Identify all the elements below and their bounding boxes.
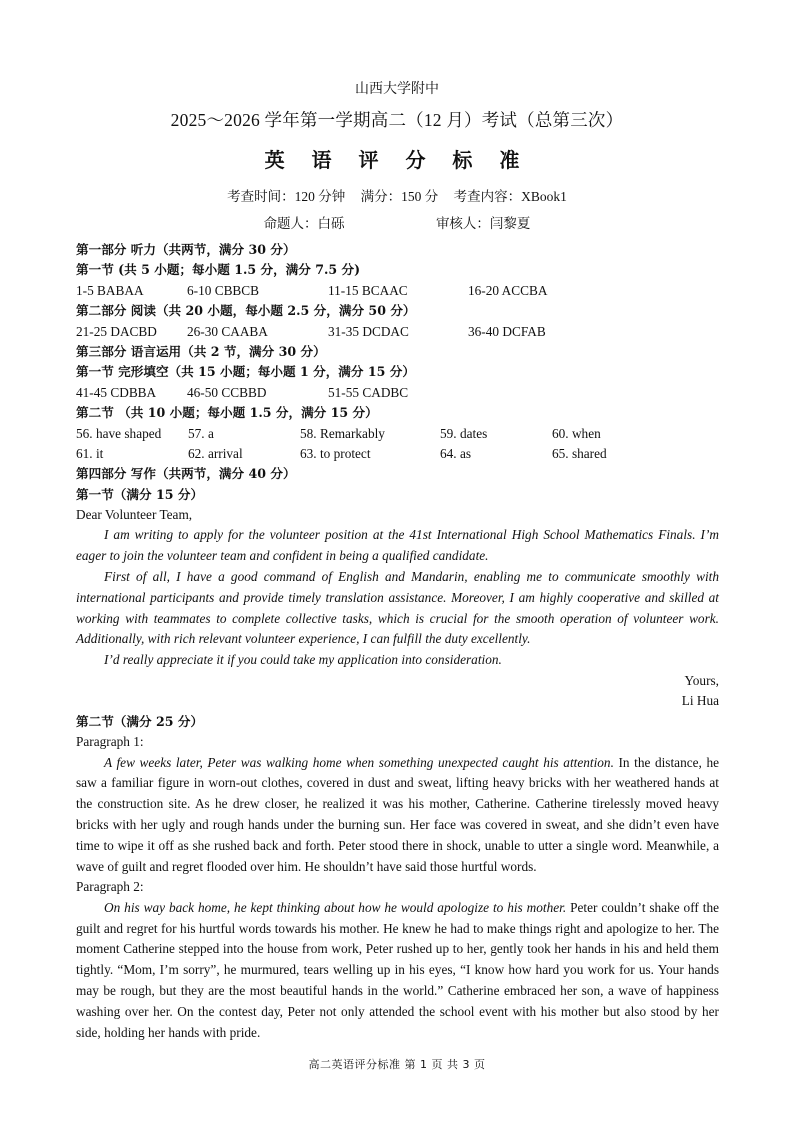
- answer-body: [76, 240, 719, 1043]
- exam-full-score: 满分：150 分: [360, 189, 439, 204]
- letter-signature: Li Hua: [681, 693, 719, 709]
- exam-content: 考查内容：XBook1: [453, 189, 567, 204]
- answer-group: 21-25 DACBD: [76, 323, 157, 339]
- school-name: 山西大学附中: [355, 82, 439, 97]
- paragraph-lead-sentence: A few weeks later, Peter was walking home when something unexpected caught his attention.: [104, 754, 614, 770]
- answer-item: 65. shared: [552, 445, 607, 461]
- paragraph-lead-sentence: On his way back home, he kept thinking about how he would apologize to his mother.: [104, 899, 567, 915]
- answer-group: 26-30 CAABA: [187, 323, 268, 339]
- answer-group: 46-50 CCBBD: [187, 384, 267, 400]
- authors: [0, 212, 794, 232]
- part1-answers: [76, 281, 719, 301]
- part2-answers: [76, 322, 719, 342]
- answer-group: 41-45 CDBBA: [76, 384, 157, 400]
- answer-item: 58. Remarkably: [300, 425, 385, 441]
- author: 命题人：白砾: [263, 216, 345, 231]
- answer-group: 6-10 CBBCB: [187, 282, 260, 298]
- answer-group: 51-55 CADBC: [328, 384, 409, 400]
- answer-group: 31-35 DCDAC: [328, 323, 409, 339]
- exam-info: [0, 185, 794, 205]
- part1-section1-heading: 第一节 (共 5 小题；每小题 1.5 分，满分 7.5 分): [76, 262, 361, 278]
- part4-section1-heading: 第一节（满分 15 分）: [76, 486, 204, 502]
- answer-item: 63. to protect: [300, 445, 371, 461]
- paragraph2-label: Paragraph 2:: [76, 879, 144, 895]
- part3-section1-heading: 第一节 完形填空（共 15 小题；每小题 1 分，满分 15 分）: [76, 364, 415, 380]
- letter-paragraph: I’d really appreciate it if you could take my application into consideration.: [104, 652, 502, 668]
- answer-group: 1-5 BABAA: [76, 282, 144, 298]
- continuation-paragraph-1: A few weeks later, Peter was walking home when something unexpected caught his attention. In the distance, he saw a familiar figure in worn-out clothes, covered in dust and sweat, lifting heavy bricks with her weathered hands at the construction site. As he drew closer, he realized it was his mother, Catherine. Catherine tirelessly moved heavy bricks with her ugly and rough hands under the burning sun. Her face was covered in sweat, and she didn’t even have time to wipe it off as she rushed back and forth. Peter stood there in shock, unable to utter a single word. Meanwhile, a wave of guilt and regret flooded over him. He shouldn’t have said those hurtful words.: [76, 754, 719, 874]
- part3-section2-row2: [76, 444, 719, 464]
- exam-title: 2025～2026 学年第一学期高二（12 月）考试（总第三次）: [170, 110, 624, 130]
- letter-closing: Yours,: [684, 673, 719, 689]
- answer-item: 56. have shaped: [76, 425, 162, 441]
- answer-item: 57. a: [188, 425, 214, 441]
- part3-section2-row1: [76, 424, 719, 444]
- answer-item: 61. it: [76, 445, 104, 461]
- answer-item: 62. arrival: [188, 445, 243, 461]
- answer-group: 11-15 BCAAC: [328, 282, 408, 298]
- answer-item: 64. as: [440, 445, 472, 461]
- answer-group: 36-40 DCFAB: [468, 323, 546, 339]
- part1-heading: 第一部分 听力（共两节，满分 30 分）: [76, 242, 296, 257]
- continuation-paragraph-2: On his way back home, he kept thinking about how he would apologize to his mother. Peter couldn’t shake off the guilt and regret for his hurtful words towards his mother. He knew he had to make things right and apologize to her. The moment Catherine stepped into the house from work, Peter rushed up to her, gently took her hands in his and held them tightly. “Mom, I’m sorry”, he murmured, tears welling up in his eyes, “I know how hard you work for us. Your hands may be rough, but they are the most beautiful hands in the world.” Catherine embraced her son, a wave of happiness washing over her. On the contest day, Peter not only attended the school event with his mother but also stood by her side, holding her hands with pride.: [76, 899, 719, 1040]
- document-title: 英 语 评 分 标 准: [264, 148, 530, 172]
- part2-heading: 第二部分 阅读（共 20 小题，每小题 2.5 分，满分 50 分）: [76, 303, 416, 319]
- answer-item: 60. when: [552, 425, 601, 441]
- letter-paragraph: I am writing to apply for the volunteer position at the 41st International High School Mathematics Finals. I’m eager to join the volunteer team and confident in being a qualified candidate.: [76, 527, 719, 564]
- page-footer: 高二英语评分标准 第 1 页 共 3 页: [308, 1058, 486, 1071]
- part3-section2-heading: 第二节 （共 10 小题；每小题 1.5 分，满分 15 分）: [76, 405, 378, 421]
- part3-heading: 第三部分 语言运用（共 2 节，满分 30 分）: [76, 343, 326, 359]
- exam-time: 考查时间：120 分钟: [227, 189, 346, 204]
- letter-greeting: Dear Volunteer Team,: [76, 507, 193, 523]
- part4-heading: 第四部分 写作（共两节，满分 40 分）: [76, 466, 296, 482]
- reviewer: 审核人：闫黎夏: [435, 216, 531, 231]
- answer-group: 16-20 ACCBA: [468, 282, 548, 298]
- answer-item: 59. dates: [440, 425, 488, 441]
- letter-paragraph: First of all, I have a good command of English and Mandarin, enabling me to communicate smoothly with international participants and provide timely translation assistance. Moreover, I am highly cooperative and skilled at working with teammates to complete collective tasks, which is crucial for the smooth operation of volunteer work. Additionally, with rich relevant volunteer experience, I can fulfill the duty excellently.: [76, 569, 719, 647]
- paragraph1-label: Paragraph 1:: [76, 734, 144, 750]
- part4-section2-heading: 第二节（满分 25 分）: [76, 713, 204, 729]
- part3-section1-answers: [76, 383, 719, 403]
